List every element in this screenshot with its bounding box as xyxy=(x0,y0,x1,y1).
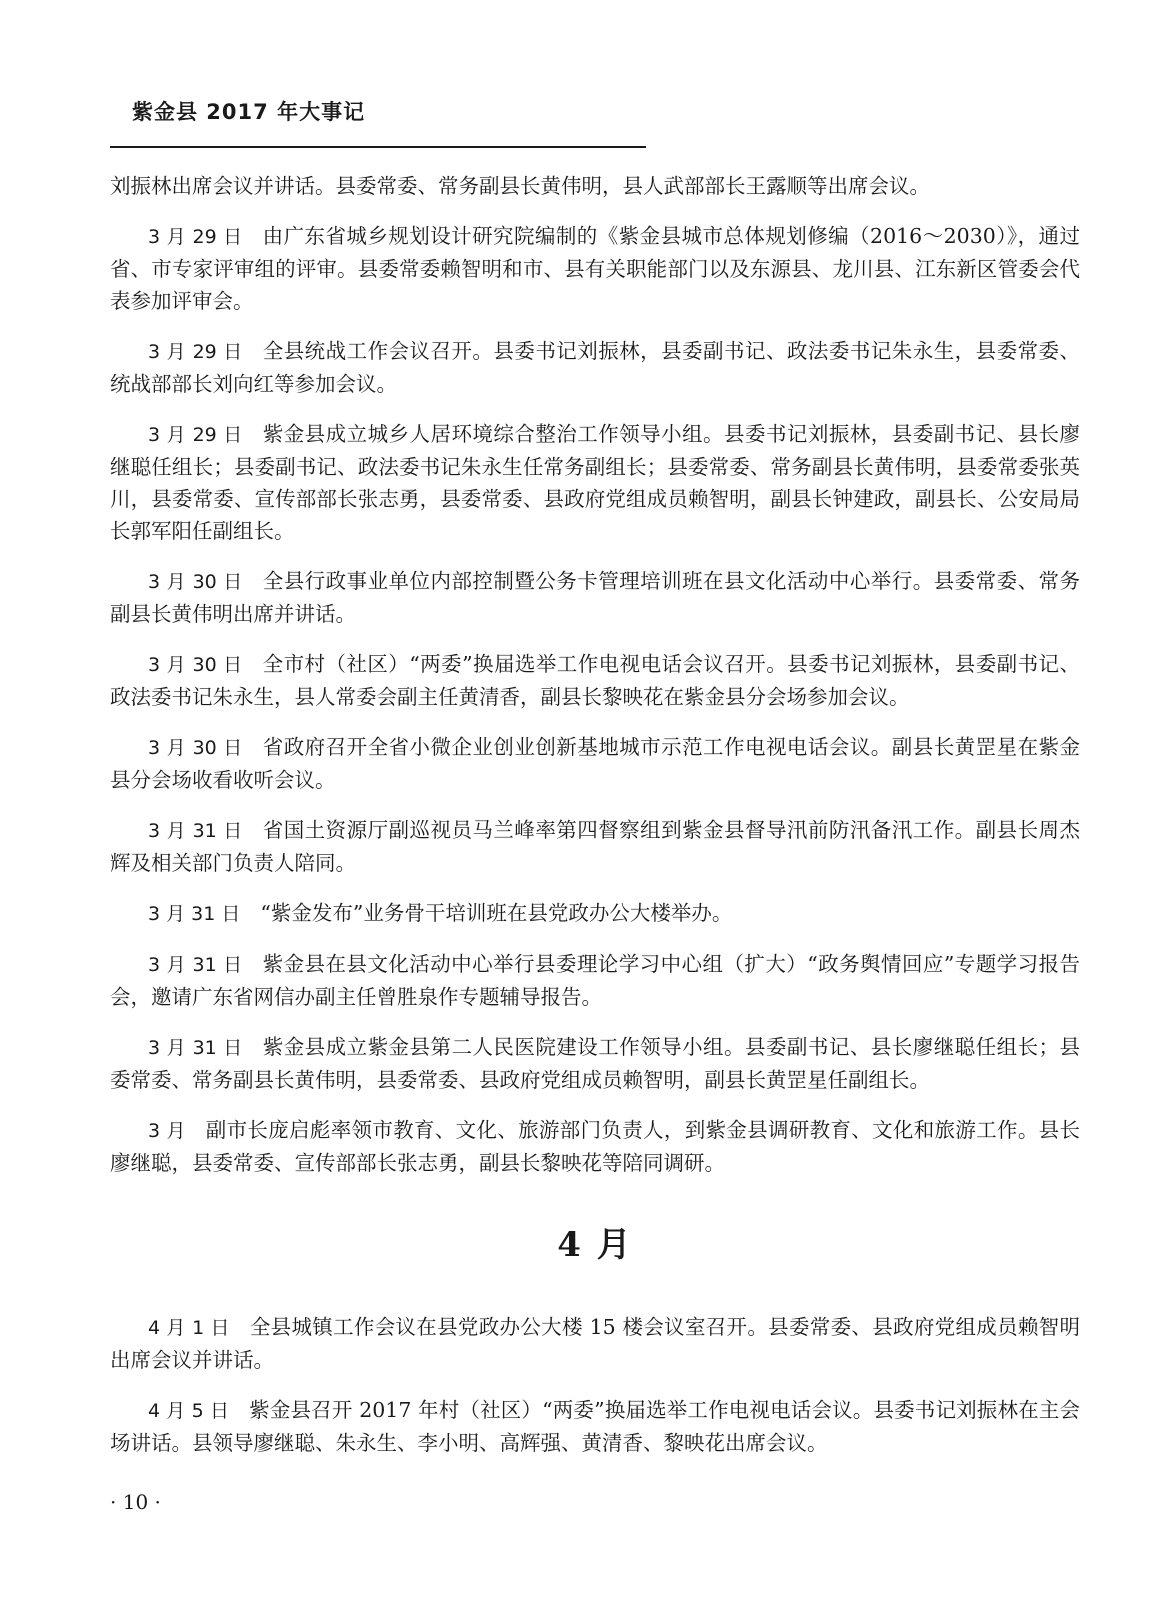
entry-date: 3 月 30 日 xyxy=(148,571,243,593)
entry-text: 全县城镇工作会议在县党政办公大楼 15 楼会议室召开。县委常委、县政府党组成员赖智明出席会议并讲话。 xyxy=(110,1315,1080,1372)
entry xyxy=(110,1031,1080,1096)
header-rule xyxy=(110,146,646,148)
entry xyxy=(110,220,1080,317)
entry-date: 3 月 xyxy=(148,1120,186,1142)
entry-date: 3 月 31 日 xyxy=(148,954,243,976)
entry xyxy=(110,565,1080,630)
entry xyxy=(110,897,1080,930)
entry-date: 3 月 30 日 xyxy=(148,737,243,759)
page-number: · 10 · xyxy=(110,1490,161,1514)
entry-date: 3 月 31 日 xyxy=(148,1037,243,1059)
entry-text: 全县统战工作会议召开。县委书记刘振林，县委副书记、政法委书记朱永生，县委常委、统战部部长刘向红等参加会议。 xyxy=(110,339,1081,396)
entry xyxy=(110,418,1080,547)
entry-date: 3 月 29 日 xyxy=(148,226,243,248)
entry xyxy=(110,1311,1080,1376)
entry xyxy=(110,648,1080,713)
entry-text: 紫金县召开 2017 年村（社区）“两委”换届选举工作电视电话会议。县委书记刘振林在主会场讲话。县领导廖继聪、朱永生、李小明、高辉强、黄清香、黎映花出席会议。 xyxy=(110,1398,1080,1455)
entry-text: 由广东省城乡规划设计研究院编制的《紫金县城市总体规划修编（2016～2030）》，通过省、市专家评审组的评审。县委常委赖智明和市、县有关职能部门以及东源县、龙川县、江东新区管委会代表参加评审会。 xyxy=(110,224,1081,313)
entry-date: 4 月 5 日 xyxy=(148,1400,230,1422)
entry-text: 副市长庞启彪率领市教育、文化、旅游部门负责人，到紫金县调研教育、文化和旅游工作。县长廖继聪，县委常委、宣传部部长张志勇，副县长黎映花等陪同调研。 xyxy=(110,1118,1080,1175)
entry-text: 全县行政事业单位内部控制暨公务卡管理培训班在县文化活动中心举行。县委常委、常务副县长黄伟明出席并讲话。 xyxy=(110,569,1081,626)
entry xyxy=(110,731,1080,796)
entry-date: 3 月 31 日 xyxy=(148,903,241,925)
entry-text: 刘振林出席会议并讲话。县委常委、常务副县长黄伟明，县人武部部长王露顺等出席会议。 xyxy=(110,174,930,198)
entry-date: 3 月 29 日 xyxy=(148,341,243,363)
entry-text: 省政府召开全省小微企业创业创新基地城市示范工作电视电话会议。副县长黄罡星在紫金县分会场收看收听会议。 xyxy=(110,735,1081,792)
entry xyxy=(110,948,1080,1013)
entry-date: 3 月 30 日 xyxy=(148,654,243,676)
body-text xyxy=(110,170,1080,1477)
entry-date: 4 月 1 日 xyxy=(148,1317,230,1339)
entry xyxy=(110,1394,1080,1459)
entry xyxy=(110,814,1080,879)
entry xyxy=(110,1114,1080,1179)
entry xyxy=(110,335,1080,400)
entry-text: 全市村（社区）“两委”换届选举工作电视电话会议召开。县委书记刘振林，县委副书记、政法委书记朱永生，县人常委会副主任黄清香，副县长黎映花在紫金县分会场参加会议。 xyxy=(110,652,1080,709)
entry-date: 3 月 29 日 xyxy=(148,424,243,446)
month-heading: 4 月 xyxy=(557,1225,633,1265)
entry-text: 省国土资源厅副巡视员马兰峰率第四督察组到紫金县督导汛前防汛备汛工作。副县长周杰辉及相关部门负责人陪同。 xyxy=(110,818,1081,875)
entry-text: 紫金县成立紫金县第二人民医院建设工作领导小组。县委副书记、县长廖继聪任组长；县委常委、常务副县长黄伟明，县委常委、县政府党组成员赖智明，副县长黄罡星任副组长。 xyxy=(110,1035,1081,1092)
entry-date: 3 月 31 日 xyxy=(148,820,243,842)
entry-text: 紫金县成立城乡人居环境综合整治工作领导小组。县委书记刘振林，县委副书记、县长廖继聪任组长；县委副书记、政法委书记朱永生任常务副组长；县委常委、常务副县长黄伟明，县委常委张英川，县委常委、宣传部部长张志勇，县委常委、县政府党组成员赖智明，副县长钟建政，副县长、公安局局长郭军阳任副组长。 xyxy=(110,422,1081,543)
entry-text: 紫金县在县文化活动中心举行县委理论学习中心组（扩大）“政务舆情回应”专题学习报告会，邀请广东省网信办副主任曾胜泉作专题辅导报告。 xyxy=(110,952,1080,1009)
entry-text: “紫金发布”业务骨干培训班在县党政办公大楼举办。 xyxy=(260,901,733,925)
running-header: 紫金县 2017 年大事记 xyxy=(132,100,366,124)
entry-continuation xyxy=(110,170,1080,202)
